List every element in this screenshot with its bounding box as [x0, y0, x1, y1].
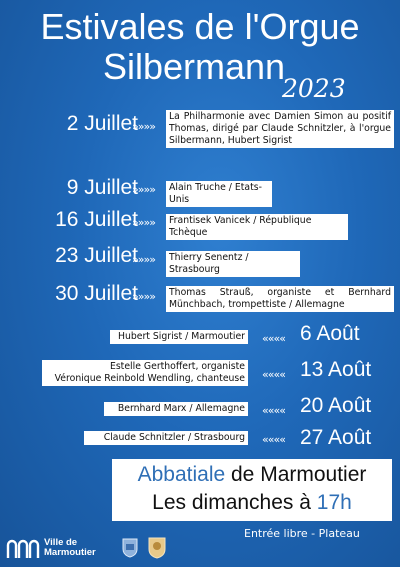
event-date: 30 Juillet: [55, 282, 138, 305]
venue-name-rest: de Marmoutier: [225, 463, 367, 486]
arrow-right-icon: »»»»: [132, 120, 155, 133]
event-date: 9 Juillet: [66, 176, 138, 199]
event-description: Claude Schnitzler / Strasbourg: [84, 431, 248, 445]
event-description: Hubert Sigrist / Marmoutier: [110, 330, 248, 344]
event-description: [42, 360, 248, 386]
event-description: Thierry Senentz / Strasbourg: [166, 251, 300, 277]
event-description-line: Estelle Gerthoffert, organiste: [109, 361, 245, 372]
venue-box: [112, 459, 392, 521]
crest-blue-icon: [122, 538, 138, 558]
town-logo-line1: Ville de: [44, 537, 78, 548]
entry-info: Entrée libre - Plateau: [244, 527, 360, 540]
event-date: 20 Août: [300, 394, 372, 417]
venue-name-accent: Abbatiale: [137, 463, 226, 486]
arrow-right-icon: »»»»: [132, 216, 155, 229]
poster-title-line1: Estivales de l'Orgue: [40, 6, 360, 47]
event-description-line: Véronique Reinbold Wendling, chanteuse: [54, 373, 245, 384]
venue-line1: [112, 463, 392, 487]
venue-line2: [112, 491, 392, 515]
arrow-left-icon: ««««: [262, 332, 285, 345]
arrow-left-icon: ««««: [262, 433, 285, 446]
event-date: 6 Août: [300, 322, 360, 345]
arrow-left-icon: ««««: [262, 368, 285, 381]
event-date: 16 Juillet: [55, 208, 138, 231]
venue-schedule: Les dimanches à: [152, 491, 317, 514]
venue-time: 17h: [316, 491, 352, 514]
town-logo-icon: [6, 537, 42, 559]
event-description: Thomas Strauß, organiste et Bernhard Münchbach, trompettiste / Allemagne: [166, 286, 394, 312]
event-date: 27 Août: [300, 426, 372, 449]
event-description: Bernhard Marx / Allemagne: [104, 402, 248, 416]
arrow-right-icon: »»»»: [132, 253, 155, 266]
event-date: 23 Juillet: [55, 244, 138, 267]
arrow-right-icon: »»»»: [132, 183, 155, 196]
event-date: 13 Août: [300, 358, 372, 381]
event-description: Frantisek Vanicek / République Tchèque: [166, 214, 348, 240]
poster-year: 2023: [282, 74, 346, 103]
town-logo-text: [44, 538, 96, 558]
town-logo-line2: Marmoutier: [44, 547, 96, 558]
event-date: 2 Juillet: [66, 112, 138, 135]
arrow-left-icon: ««««: [262, 404, 285, 417]
event-description: Alain Truche / Etats-Unis: [166, 181, 272, 207]
poster-title-line2: Silbermann: [102, 46, 286, 87]
event-description: La Philharmonie avec Damien Simon au positif Thomas, dirigé par Claude Schnitzler, à l'orgue Silbermann, Hubert Sigrist: [166, 110, 394, 148]
arrow-right-icon: »»»»: [132, 290, 155, 303]
crest-gold-icon: [148, 537, 166, 559]
